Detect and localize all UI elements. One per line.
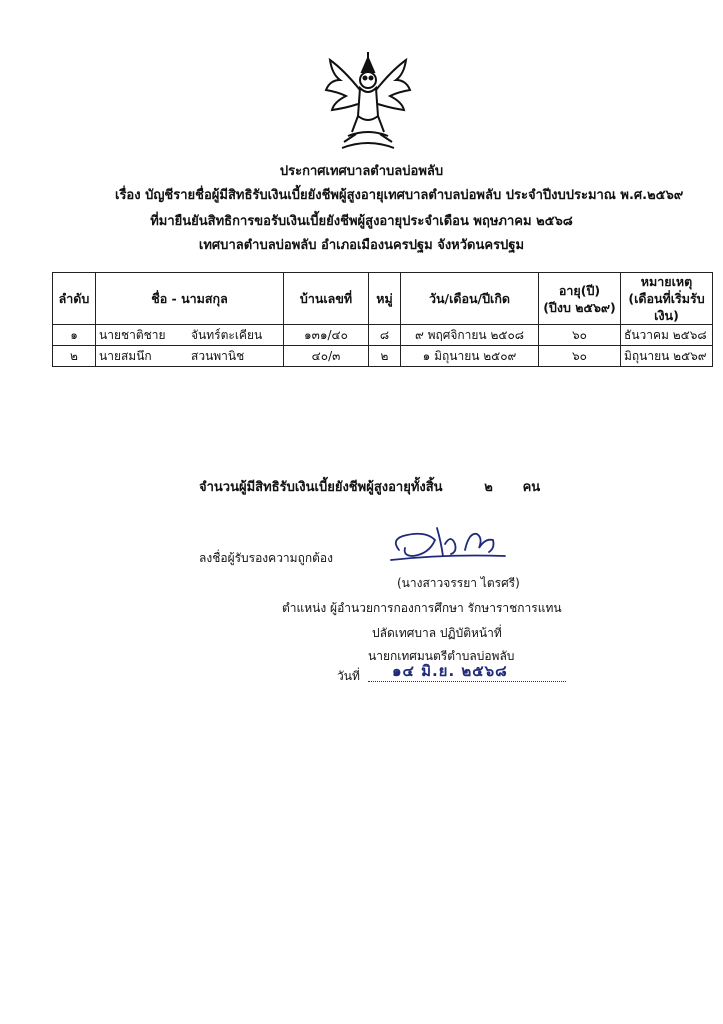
col-header-no: ลำดับ	[53, 273, 96, 325]
row-last-name: จันทร์ตะเคียน	[191, 327, 263, 342]
row-moo: ๘	[369, 325, 401, 346]
row-first-name: นายชาติชาย	[99, 327, 166, 342]
col-header-age-sub: (ปีงบ ๒๕๖๙)	[543, 299, 616, 315]
row-dob: ๙ พฤศจิกายน ๒๕๐๘	[401, 325, 539, 346]
row-no: ๑	[53, 325, 96, 346]
col-header-age-label: อายุ(ปี)	[558, 282, 601, 298]
col-header-moo: หมู่	[369, 273, 401, 325]
signer-position-line2: ปลัดเทศบาล ปฏิบัติหน้าที่	[372, 626, 502, 640]
summary-label: จำนวนผู้มีสิทธิรับเงินเบี้ยยังชีพผู้สูงอายุทั้งสิ้น	[199, 480, 443, 495]
row-last-name: สวนพานิช	[191, 348, 245, 363]
announcement-line-location: เทศบาลตำบลบ่อพลับ อำเภอเมืองนครปฐม จังหวัดนครปฐม	[198, 238, 525, 253]
summary-line	[199, 476, 540, 497]
row-name	[96, 346, 284, 367]
col-header-dob: วัน/เดือน/ปีเกิด	[401, 273, 539, 325]
date-label: วันที่	[337, 669, 360, 683]
garuda-emblem-icon	[322, 50, 414, 152]
table-row	[53, 346, 713, 367]
row-house: ๑๓๑/๔๐	[284, 325, 369, 346]
row-name	[96, 325, 284, 346]
row-age: ๖๐	[539, 325, 621, 346]
signature-label: ลงชื่อผู้รับรองความถูกต้อง	[199, 551, 333, 565]
handwritten-signature	[385, 520, 515, 568]
date-stamp: ๑๔ มิ.ย. ๒๕๖๘	[392, 662, 508, 680]
col-header-note	[621, 273, 713, 325]
col-header-house: บ้านเลขที่	[284, 273, 369, 325]
summary-count: ๒	[484, 480, 493, 495]
col-header-note-label: หมายเหตุ	[640, 274, 693, 289]
row-no: ๒	[53, 346, 96, 367]
signer-name: (นางสาวจรรยา ไตรศรี)	[397, 576, 520, 590]
row-first-name: นายสมนึก	[99, 348, 152, 363]
col-header-note-sub: (เดือนที่เริ่มรับเงิน)	[628, 291, 705, 323]
announcement-line-month: ที่มายืนยันสิทธิการขอรับเงินเบี้ยยังชีพผู้สูงอายุประจำเดือน พฤษภาคม ๒๕๖๘	[150, 214, 573, 229]
table-row	[53, 325, 713, 346]
announcement-title: ประกาศเทศบาลตำบลบ่อพลับ	[279, 164, 444, 179]
col-header-age	[539, 273, 621, 325]
row-note: มิถุนายน ๒๕๖๙	[621, 346, 713, 367]
col-header-name: ชื่อ - นามสกุล	[96, 273, 284, 325]
table-header-row	[53, 273, 713, 325]
row-house: ๔๐/๓	[284, 346, 369, 367]
announcement-subject: เรื่อง บัญชีรายชื่อผู้มีสิทธิรับเงินเบี้ยยังชีพผู้สูงอายุเทศบาลตำบลบ่อพลับ ประจำปีงบประมาณ พ.ศ.๒๕๖๙	[115, 188, 684, 203]
beneficiary-table	[52, 272, 713, 367]
row-dob: ๑ มิถุนายน ๒๕๐๙	[401, 346, 539, 367]
summary-unit: คน	[522, 480, 541, 495]
row-moo: ๒	[369, 346, 401, 367]
row-age: ๖๐	[539, 346, 621, 367]
signer-position: ตำแหน่ง ผู้อำนวยการกองการศึกษา รักษาราชการแทน	[282, 601, 562, 615]
signer-position-line3: นายกเทศมนตรีตำบลบ่อพลับ	[368, 649, 515, 663]
row-note: ธันวาคม ๒๕๖๘	[621, 325, 713, 346]
